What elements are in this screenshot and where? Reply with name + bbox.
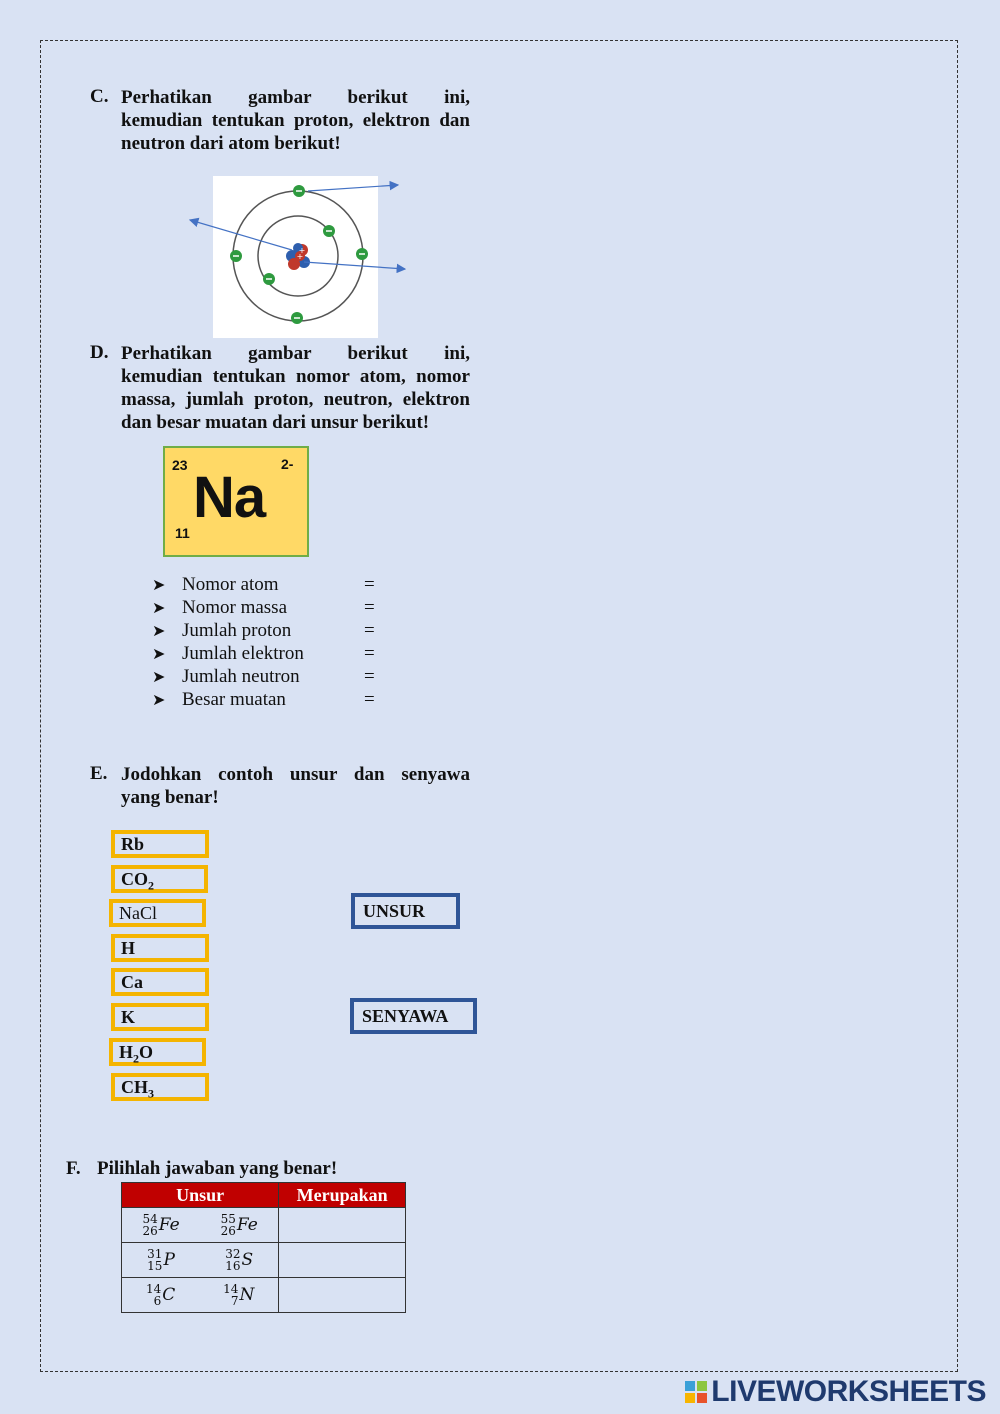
nucleus [286,243,310,270]
logo-grid-icon [685,1381,707,1403]
section-c-line-2: kemudian tentukan proton, elektron dan [121,110,470,131]
draggable-chip[interactable]: NaCl [109,899,206,927]
isotope-a: 14 6 C [145,1282,176,1308]
draggable-chip[interactable]: K [111,1003,209,1031]
draggable-chip[interactable]: Rb [111,830,209,858]
isotope-b: 14 7 N [223,1282,255,1308]
section-f-letter: F. [66,1158,81,1179]
card-symbol: Na [193,465,266,530]
header-merupakan: Merupakan [279,1183,406,1208]
drop-target-senyawa[interactable]: SENYAWA [350,998,477,1034]
svg-text:+: + [296,252,304,261]
section-e-line-1: Jodohkan contoh unsur dan senyawa [121,764,470,785]
arrow-bullet-icon: ➤ [152,691,166,709]
card-mass-number: 23 [172,457,188,473]
arrow-bullet-icon: ➤ [152,622,166,640]
isotope-pair-cell [122,1208,279,1243]
liveworksheets-logo[interactable] [685,1375,986,1409]
isotope-b: 55 26 Fe [220,1212,258,1238]
section-c-line-3: neutron dari atom berikut! [121,133,341,154]
section-c-question [121,86,470,155]
isotope-b: 32 16 S [225,1247,254,1273]
table-header-row [122,1183,406,1208]
section-d-line-4: dan besar muatan dari unsur berikut! [121,412,430,433]
arrow-neutron [304,262,405,269]
section-f-title: Pilihlah jawaban yang benar! [97,1158,338,1179]
table-row [122,1243,406,1278]
header-unsur: Unsur [122,1183,279,1208]
arrow-bullet-icon: ➤ [152,576,166,594]
sodium-element-card [163,446,309,557]
card-charge: 2- [281,456,294,472]
list-item: ➤ Besar muatan = [152,688,375,710]
atom-diagram [180,170,420,350]
isotope-a: 31 15 P [147,1247,175,1273]
list-item: ➤ Jumlah elektron = [152,642,375,664]
isotope-pair-cell [122,1278,279,1313]
section-d-question [121,342,470,434]
section-c-letter: C. [90,86,109,107]
answer-cell[interactable] [279,1278,406,1313]
list-item: ➤ Nomor atom = [152,573,375,595]
logo-text: LIVEWORKSHEETS [711,1375,986,1408]
draggable-chip[interactable]: Ca [111,968,209,996]
arrow-bullet-icon: ➤ [152,599,166,617]
arrow-bullet-icon: ➤ [152,668,166,686]
section-d-line-1: Perhatikan gambar berikut ini, [121,343,470,364]
draggable-chip[interactable]: H [111,934,209,962]
table-row [122,1278,406,1313]
section-e-question [121,763,470,809]
answer-cell[interactable] [279,1243,406,1278]
draggable-chip[interactable]: $CH_3$ [111,1073,209,1101]
answer-cell[interactable] [279,1208,406,1243]
section-d-line-2: kemudian tentukan nomor atom, nomor [121,366,470,387]
list-item: ➤ Jumlah proton = [152,619,375,641]
arrow-bullet-icon: ➤ [152,645,166,663]
svg-text:+: + [298,246,306,255]
draggable-chip[interactable]: $H_2O$ [109,1038,206,1066]
card-atomic-number: 11 [175,525,190,541]
section-c-line-1: Perhatikan gambar berikut ini, [121,87,470,108]
draggable-chip[interactable]: $CO_2$ [111,865,208,893]
list-item: ➤ Jumlah neutron = [152,665,375,687]
section-e-line-2: yang benar! [121,787,219,808]
drop-target-unsur[interactable]: UNSUR [351,893,460,929]
arrow-electron [308,185,398,191]
section-d-letter: D. [90,342,109,363]
isotope-table [121,1182,406,1313]
section-d-line-3: massa, jumlah proton, neutron, elektron [121,389,470,410]
isotope-a: 54 26 Fe [142,1212,180,1238]
section-e-letter: E. [90,763,108,784]
list-item: ➤ Nomor massa = [152,596,375,618]
isotope-pair-cell [122,1243,279,1278]
table-row [122,1208,406,1243]
